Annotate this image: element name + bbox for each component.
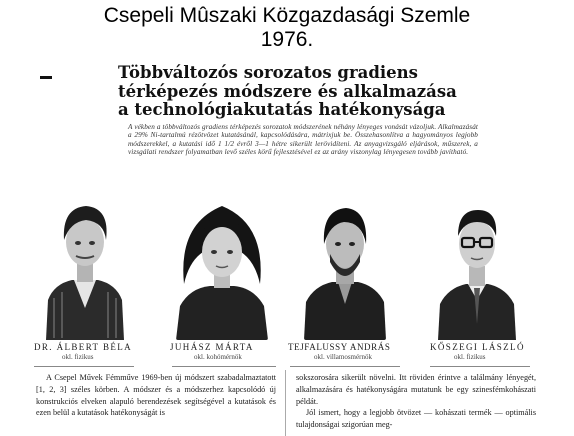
- person-name-koszegi: KŐSZEGI LÁSZLÓ: [430, 342, 525, 352]
- article-body-left-column: [36, 372, 276, 419]
- portrait-photo-juhasz: [176, 188, 268, 340]
- headline-line-3: a technológiakutatás hatékonysága: [118, 100, 446, 119]
- headline-line-1: Többváltozós sorozatos gradiens: [118, 63, 418, 82]
- decorative-dash: [40, 76, 52, 79]
- body-paragraph: Jól ismert, hogy a legjobb ötvözet — kohászati termék — optimális tulajdonságai szigorúan meg-: [296, 408, 536, 430]
- article-body-right-column: [296, 372, 536, 431]
- portrait-photo-koszegi: [436, 188, 518, 340]
- article-abstract: A vékben a többváltozós gradiens térképezés sorozatok módszerének néhány lényeges vonását vázoljuk. Alkalmazását a 29% Ni-tartalmú rézötvözet kutatásánál, kapcsolódására, mátrixjuk be. Összehasonlítva a hagyományos legjobb módszerekkel, a kutatási idő 1 1/2 évről 3—1 hétre sikerült lerövidíteni. Az anyagvizsgáló eljárások, műszerek, a vizsgálati rendszer folyamatban levő széles körű fejlesztésével ez az arány viszonylag lényegesen tovább javítható.: [128, 123, 478, 156]
- name-underline-2: [172, 366, 276, 367]
- headline-line-2: térképezés módszere és alkalmazása: [118, 81, 457, 101]
- name-underline-3: [290, 366, 400, 367]
- source-caption: [0, 4, 574, 52]
- name-underline-1: [34, 366, 134, 367]
- article-headline: [118, 64, 498, 120]
- person-title-juhasz: okl. kohómérnök: [194, 353, 242, 361]
- person-title-koszegi: okl. fizikus: [454, 353, 486, 361]
- person-name-juhasz: JUHÁSZ MÁRTA: [170, 342, 254, 352]
- body-paragraph: sokszorosára sikerült növelni. Itt röviden érintve a találmány lényegét, alkalmazására és hatékonyságára mutatunk be egy szinesfémkohászati példát.: [296, 373, 536, 406]
- name-underline-4: [430, 366, 530, 367]
- person-name-tejfalussy: TEJFALUSSY ANDRÁS: [288, 342, 391, 352]
- portrait-photo-tejfalussy: [304, 188, 386, 340]
- person-title-albert: okl. fizikus: [62, 353, 94, 361]
- person-title-tejfalussy: okl. villamosmérnök: [314, 353, 372, 361]
- body-paragraph: A Csepel Művek Fémműve 1969-ben új módszert szabadalmaztatott [1, 2, 3] széles körben. A módszer és a módszerhez kapcsolódó új konstrukciós elveken alapuló berendezések segítségével a kutatások és ezen belül a kutatások hatékonyságát is: [36, 373, 276, 418]
- person-name-albert: DR. ÁLBERT BÉLA: [34, 342, 133, 352]
- column-divider: [285, 370, 286, 436]
- source-caption-title: Csepeli Mûszaki Közgazdasági Szemle: [103, 4, 471, 27]
- portrait-photo-albert: [44, 188, 126, 340]
- source-caption-year: 1976.: [260, 28, 314, 51]
